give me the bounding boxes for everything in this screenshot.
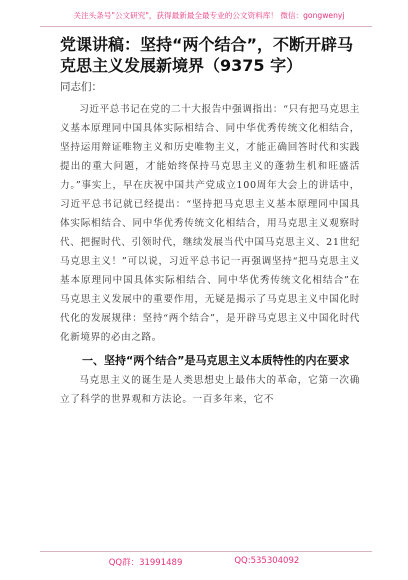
header-notice: 关注头条号"公文研究"，获得最新最全最专业的公文资料库！ 微信：gongwenyj	[73, 11, 345, 20]
footer-divider	[40, 551, 372, 552]
document-body	[60, 100, 360, 409]
footer-qq: QQ:535304092	[234, 556, 300, 566]
footer-qq-group: QQ群：31991489	[108, 558, 183, 568]
section-heading: 一、坚持“两个结合”是马克思主义本质特性的内在要求	[82, 354, 350, 367]
section-paragraph: 马克思主义的诞生是人类思想史上最伟大的革命，它第一次确立了科学的世界观和方法论。一百多年来，它不	[60, 375, 360, 405]
footer	[0, 556, 408, 568]
body-paragraph: 习近平总书记在党的二十大报告中强调指出：“只有把马克思主义基本原理同中国具体实际相结合、同中华优秀传统文化相结合，坚持运用辩证唯物主义和历史唯物主义，才能正确回答时代和实践提出的重大问题，才能始终保持马克思主义的蓬勃生机和旺盛活力。”事实上，早在庆祝中国共产党成立100周年大会上的讲话中，习近平总书记就已经提出：“坚持把马克思主义基本原理同中国具体实际相结合、同中华优秀传统文化相结合，用马克思主义观察时代、把握时代、引领时代，继续发展当代中国马克思主义、21世纪马克思主义！”可以说，习近平总书记一再强调坚持“把马克思主义基本原理同中国具体实际相结合、同中华优秀传统文化相结合”在马克思主义发展中的重要作用，无疑是揭示了马克思主义中国化时代化的发展规律：坚持“两个结合”，是开辟马克思主义中国化时代化新境界的必由之路。	[60, 104, 360, 343]
document-title: 党课讲稿：坚持“两个结合”，不断开辟马克思主义发展新境界（9375 字）	[60, 35, 354, 75]
header-divider	[40, 26, 372, 27]
salutation: 同志们：	[60, 81, 102, 93]
